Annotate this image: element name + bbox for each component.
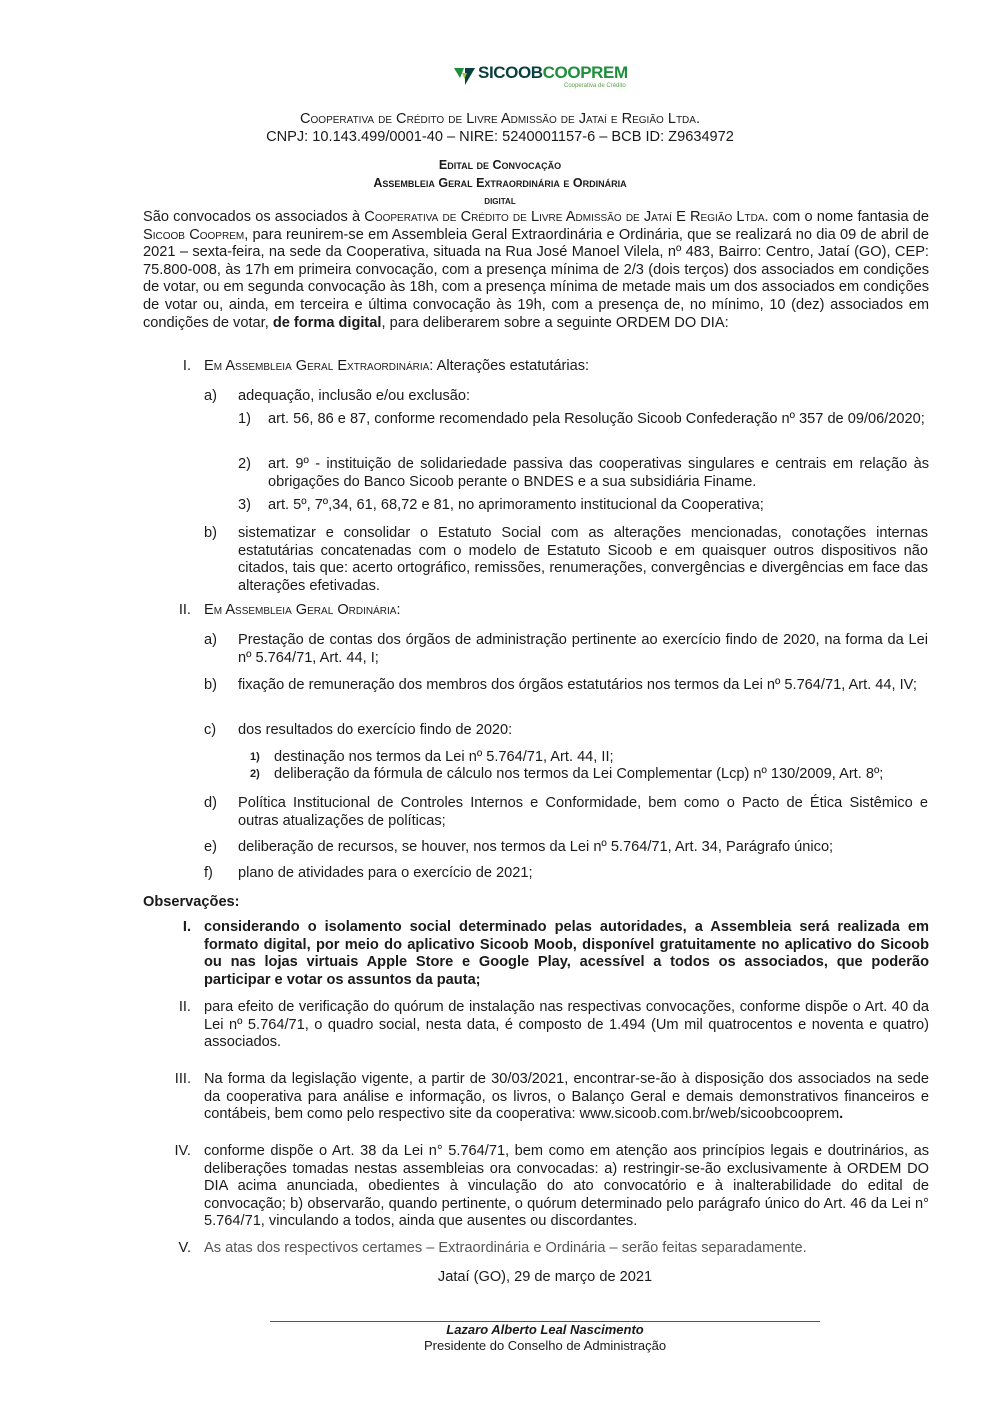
agenda-ii-suffix: : (396, 602, 401, 618)
notice-format: digital (484, 195, 516, 207)
intro-text-4: , para deliberarem sobre a seguinte ORDEM DO DIA: (381, 314, 729, 331)
agenda-ii-c1-number: 1) (250, 751, 260, 763)
observation-iii-text: Na forma da legislação vigente, a partir de 30/03/2021, encontrar-se-ão à disposição dos associados na sede da cooperativa para análise e informação, os livros, o Balanço Geral e demais demonstrativos financeiros e contábeis, bem como pelo respectivo site da cooperativa: www.sicoob.com.br/web/sicoobcooprem (204, 1071, 929, 1123)
observation-iv-number: IV. (174, 1143, 191, 1159)
intro-bold-digital: de forma digital (272, 314, 382, 331)
sicoob-logo-icon (454, 66, 476, 86)
agenda-ii-number: II. (178, 602, 191, 618)
agenda-i-b-text: sistematizar e consolidar o Estatuto Social com as alterações mencionadas, conotações internas estatutárias concatenadas com o modelo de Estatuto Sicoob e em quaisquer outros dispositivos não citados, tais que: acerto ortográfico, remissões, renumerações, convergências e divergências em face das alterações efetivadas. (238, 525, 928, 594)
observation-ii-text: para efeito de verificação do quórum de instalação nas respectivas convocações, conforme dispõe o Art. 40 da Lei nº 5.764/71, o quadro social, nesta data, é composto de 1.494 (Um mil quatrocentos e noventa e quatro) associados. (204, 999, 929, 1051)
observation-ii-number: II. (178, 999, 191, 1015)
agenda-ii-d-text: Política Institucional de Controles Internos e Conformidade, bem como o Pacto de Ética Sistêmico e outras atualizações de políticas; (238, 795, 928, 829)
agenda-i-a-text: adequação, inclusão e/ou exclusão: (238, 388, 471, 404)
agenda-i-a2-text: art. 9º - instituição de solidariedade passiva das cooperativas singulares e centrais em relação às obrigações do Banco Sicoob perante o BNDES e a sua subsidiária Finame. (268, 456, 929, 490)
agenda-ii-c2-number: 2) (250, 768, 260, 780)
logo-tagline: Cooperativa de Crédito (564, 83, 626, 89)
agenda-i-suffix: : Alterações estatutárias: (429, 358, 590, 374)
observations-title: Observações: (143, 894, 240, 910)
cooperative-ids: CNPJ: 10.143.499/0001-40 – NIRE: 5240001157-6 – BCB ID: Z9634972 (266, 129, 734, 145)
agenda-i-b-letter: b) (204, 525, 217, 541)
agenda-ii-d-letter: d) (204, 795, 217, 811)
signer-role: Presidente do Conselho de Administração (423, 1338, 667, 1353)
observation-i-text: considerando o isolamento social determinado pelas autoridades, a Assembleia será realizada em formato digital, por meio do aplicativo Sicoob Moob, disponível gratuitamente no aplicativo do Sicoob ou nas lojas virtuais Apple Store e Google Play, acessível a todos os associados, que poderão participar e votar os assuntos da pauta; (204, 919, 929, 988)
agenda-i-number: I. (182, 358, 191, 374)
signer-name: Lazaro Alberto Leal Nascimento (446, 1322, 644, 1337)
place-date: Jataí (GO), 29 de março de 2021 (437, 1269, 653, 1285)
agenda-i-a3-text: art. 5º, 7º,34, 61, 68,72 e 81, no aprimoramento institucional da Cooperativa; (268, 497, 764, 513)
observation-i-number: I. (182, 919, 191, 935)
agenda-ii-c1-text: destinação nos termos da Lei nº 5.764/71, Art. 44, II; (274, 749, 614, 765)
agenda-ii-f-text: plano de atividades para o exercício de 2021; (238, 865, 533, 881)
agenda-i-a2-number: 2) (238, 456, 251, 472)
agenda-ii-a-letter: a) (204, 632, 217, 648)
agenda-ii-e-letter: e) (204, 839, 217, 855)
intro-paragraph (143, 209, 929, 332)
agenda-ii-b-letter: b) (204, 677, 217, 693)
agenda-ii-c-text: dos resultados do exercício findo de 2020: (238, 722, 513, 738)
agenda-i-a3-number: 3) (238, 497, 251, 513)
notice-title: Edital de Convocação (438, 158, 562, 172)
observation-iii-number: III. (174, 1071, 191, 1087)
agenda-ii-e-text: deliberação de recursos, se houver, nos termos da Lei nº 5.764/71, Art. 34, Parágrafo único; (238, 839, 834, 855)
sicoob-logo (454, 64, 628, 90)
logo-name-part1: SICOOB (478, 63, 543, 82)
intro-coop-name: Cooperativa de Crédito de Livre Admissão de Jataí E Região Ltda (364, 209, 765, 225)
observation-v-number: V. (178, 1240, 191, 1256)
agenda-i-heading (204, 358, 928, 376)
agenda-ii-b-text: fixação de remuneração dos membros dos órgãos estatutários nos termos da Lei nº 5.764/71, Art. 44, IV; (238, 677, 917, 693)
agenda-ii-heading (204, 602, 928, 620)
agenda-ii-f-letter: f) (204, 865, 213, 881)
agenda-i-a-letter: a) (204, 388, 217, 404)
agenda-i-a1-number: 1) (238, 411, 251, 427)
logo-name-part2: COOPREM (542, 63, 628, 82)
notice-subtitle: Assembleia Geral Extraordinária e Ordinária (373, 176, 627, 190)
agenda-i-label: Em Assembleia Geral Extraordinária (204, 358, 430, 374)
observation-v-text: As atas dos respectivos certames – Extraordinária e Ordinária – serão feitas separadamente. (204, 1240, 807, 1256)
intro-text-1: São convocados os associados à (143, 209, 365, 225)
logo-name (478, 64, 628, 82)
agenda-ii-c-letter: c) (204, 722, 217, 738)
observation-iii-paragraph (204, 1071, 929, 1124)
intro-text-2: . com o nome fantasia de (764, 209, 929, 225)
agenda-ii-a-text: Prestação de contas dos órgãos de administração pertinente ao exercício findo de 2020, na forma da Lei nº 5.764/71, Art. 44, I; (238, 632, 928, 666)
observation-iii-end: . (839, 1106, 844, 1123)
cooperative-name: Cooperativa de Crédito de Livre Admissão de Jataí e Região Ltda. (299, 111, 701, 127)
observation-iv-text: conforme dispõe o Art. 38 da Lei n° 5.764/71, bem como em atenção aos princípios legais e doutrinários, as deliberações tomadas nestas assembleias ora convocadas: a) restringir-se-ão exclusivamente à ORDEM DO DIA acima anunciada, obedientes à vinculação do ato convocatório e à inalterabilidade do edital de convocação; b) observarão, quando pertinente, o quórum determinado pelo parágrafo único do Art. 46 da Lei n° 5.764/71, vinculando a todos, ainda que ausentes ou discordantes. (204, 1143, 929, 1230)
agenda-i-a1-text: art. 56, 86 e 87, conforme recomendado pela Resolução Sicoob Confederação nº 357 de 09/06/2020; (268, 411, 925, 427)
agenda-ii-c2-text: deliberação da fórmula de cálculo nos termos da Lei Complementar (Lcp) nº 130/2009, Art. 8º; (274, 766, 884, 782)
intro-fantasy-name: Sicoob Cooprem (143, 226, 245, 243)
agenda-ii-label: Em Assembleia Geral Ordinária (204, 602, 397, 618)
intro-text-3: , para reunirem-se em Assembleia Geral Extraordinária e Ordinária, que se realizará no dia 09 de abril de 2021 – sexta-feira, na sede da Cooperativa, situada na Rua José Manoel Vilela, nº 483, Bairro: Centro, Jataí (GO), CEP: 75.800-008, às 17h em primeira convocação, com a presença mínima de 2/3 (dois terços) dos associados em condições de votar, ou em segunda convocação às 18h, com a presença mínima de metade mais um dos associados em condições de votar ou, ainda, em terceira e última convocação às 19h, com a presença de, no mínimo, 10 (dez) associados em condições de votar, (143, 226, 929, 331)
